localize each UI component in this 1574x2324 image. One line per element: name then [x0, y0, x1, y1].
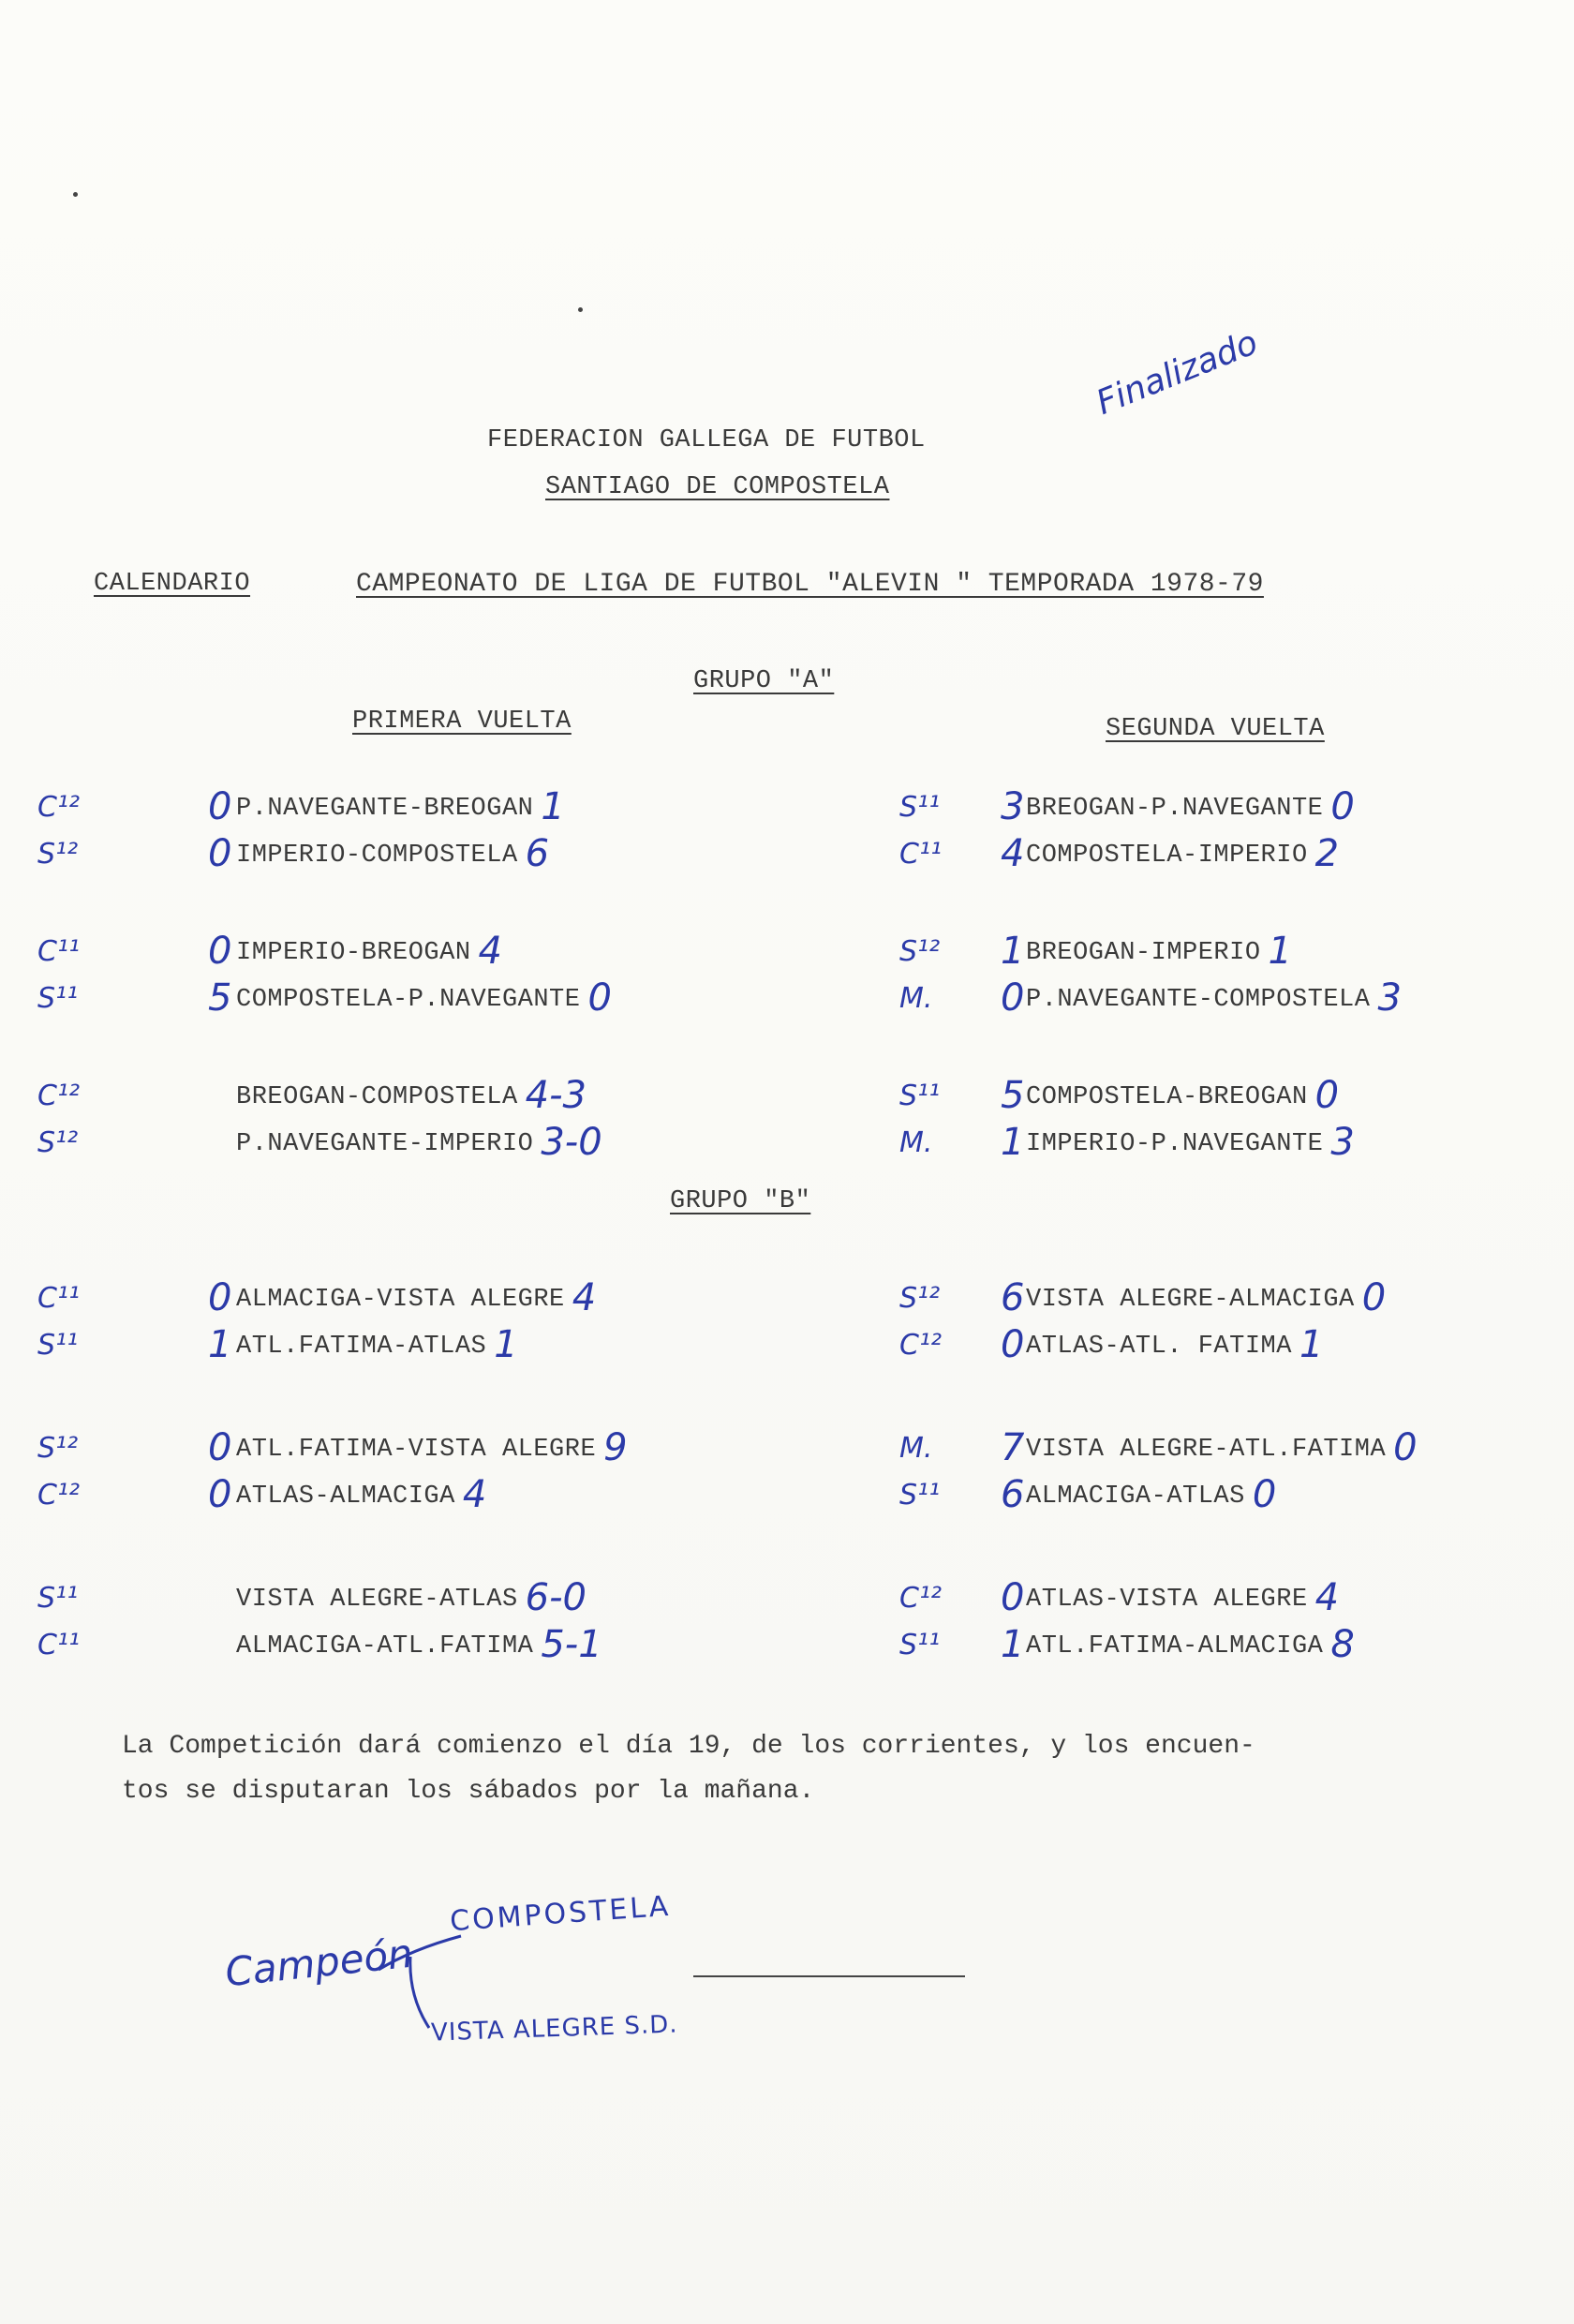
- left-fixture: VISTA ALEGRE-ATLAS: [236, 1586, 518, 1614]
- left-fixture: ATL.FATIMA-VISTA ALEGRE: [236, 1436, 597, 1464]
- left-score-a: 0: [208, 930, 232, 973]
- right-date-mark: C¹¹: [899, 838, 942, 871]
- city-name: SANTIAGO DE COMPOSTELA: [545, 473, 890, 501]
- right-date-mark: S¹¹: [899, 1080, 941, 1112]
- footer-line-2: tos se disputaran los sábados por la mañana.: [122, 1777, 815, 1806]
- right-score-a: 1: [1001, 930, 1025, 973]
- right-fixture: P.NAVEGANTE-COMPOSTELA: [1026, 986, 1371, 1014]
- right-score-b: 0: [1361, 1276, 1387, 1319]
- left-score-b: 4: [478, 930, 502, 973]
- left-fixture: COMPOSTELA-P.NAVEGANTE: [236, 986, 581, 1014]
- right-score-a: 6: [1001, 1276, 1025, 1319]
- right-date-mark: S¹²: [899, 1282, 941, 1315]
- left-score-a: 0: [208, 1426, 232, 1469]
- right-fixture: COMPOSTELA-IMPERIO: [1026, 842, 1308, 870]
- right-score-b: 0: [1393, 1426, 1418, 1469]
- finalizado-note: Finalizado: [1091, 323, 1264, 423]
- right-score-b: 3: [1330, 1121, 1355, 1164]
- championship-title: CAMPEONATO DE LIGA DE FUTBOL "ALEVIN " TEMPORADA 1978-79: [356, 570, 1264, 599]
- champion-compostela: COMPOSTELA: [449, 1889, 673, 1939]
- right-score-a: 7: [1001, 1426, 1025, 1469]
- right-score-a: 1: [1001, 1121, 1025, 1164]
- left-score-b: 1: [541, 785, 565, 828]
- grupo-b-title: GRUPO "B": [670, 1187, 811, 1215]
- right-fixture: ATL.FATIMA-ALMACIGA: [1026, 1632, 1324, 1661]
- left-score-b: 1: [494, 1323, 518, 1366]
- left-date-mark: S¹²: [37, 1126, 79, 1159]
- right-fixture: VISTA ALEGRE-ATL.FATIMA: [1026, 1436, 1387, 1464]
- campeon-bracket: [375, 1912, 468, 2034]
- left-date-mark: C¹¹: [37, 1629, 80, 1661]
- left-score-b: 6: [525, 832, 550, 875]
- left-date-mark: C¹²: [37, 791, 80, 824]
- right-score-b: 3: [1377, 976, 1402, 1020]
- right-date-mark: C¹²: [899, 1582, 942, 1615]
- left-score-a: 0: [208, 785, 232, 828]
- left-score-b: 4: [572, 1276, 597, 1319]
- left-fixture: ATL.FATIMA-ATLAS: [236, 1333, 487, 1361]
- left-date-mark: S¹²: [37, 838, 79, 871]
- speck: [73, 192, 78, 197]
- right-date-mark: M.: [899, 1432, 933, 1465]
- right-score-b: 1: [1268, 930, 1292, 973]
- right-score-b: 0: [1314, 1074, 1340, 1117]
- right-date-mark: S¹¹: [899, 1479, 941, 1512]
- left-score-a: 0: [208, 832, 232, 875]
- left-date-mark: C¹²: [37, 1080, 80, 1112]
- campeon-label: Campeón: [222, 1929, 415, 1996]
- right-date-mark: S¹¹: [899, 1629, 941, 1661]
- left-date-mark: S¹¹: [37, 1582, 79, 1615]
- left-score-b: 9: [603, 1426, 628, 1469]
- right-fixture: BREOGAN-P.NAVEGANTE: [1026, 795, 1324, 823]
- right-score-a: 6: [1001, 1473, 1025, 1516]
- left-fixture: ATLAS-ALMACIGA: [236, 1482, 455, 1511]
- right-fixture: COMPOSTELA-BREOGAN: [1026, 1083, 1308, 1111]
- left-score-b: 3-0: [541, 1121, 602, 1164]
- left-fixture: ALMACIGA-ATL.FATIMA: [236, 1632, 534, 1661]
- left-date-mark: C¹¹: [37, 1282, 80, 1315]
- calendario-label: CALENDARIO: [94, 570, 251, 598]
- right-score-b: 4: [1314, 1576, 1340, 1619]
- right-score-a: 0: [1001, 976, 1025, 1020]
- left-fixture: IMPERIO-COMPOSTELA: [236, 842, 518, 870]
- left-fixture: P.NAVEGANTE-IMPERIO: [236, 1130, 534, 1158]
- right-score-b: 2: [1314, 832, 1340, 875]
- left-date-mark: C¹²: [37, 1479, 80, 1512]
- right-fixture: ALMACIGA-ATLAS: [1026, 1482, 1245, 1511]
- signature-line: [693, 1975, 965, 1977]
- right-score-b: 1: [1299, 1323, 1324, 1366]
- left-score-b: 4: [462, 1473, 487, 1516]
- footer-line-1: La Competición dará comienzo el día 19, de los corrientes, y los encuen-: [122, 1732, 1255, 1761]
- grupo-a-title: GRUPO "A": [693, 667, 835, 695]
- right-date-mark: M.: [899, 982, 933, 1015]
- right-fixture: VISTA ALEGRE-ALMACIGA: [1026, 1286, 1355, 1314]
- right-fixture: IMPERIO-P.NAVEGANTE: [1026, 1130, 1324, 1158]
- left-score-b: 0: [587, 976, 612, 1020]
- left-date-mark: C¹¹: [37, 935, 80, 968]
- right-score-a: 5: [1001, 1074, 1025, 1117]
- right-score-a: 3: [1001, 785, 1025, 828]
- left-fixture: ALMACIGA-VISTA ALEGRE: [236, 1286, 565, 1314]
- right-score-b: 8: [1330, 1623, 1355, 1666]
- left-score-b: 4-3: [525, 1074, 587, 1117]
- champion-vista-alegre: VISTA ALEGRE S.D.: [430, 2010, 678, 2048]
- right-fixture: BREOGAN-IMPERIO: [1026, 939, 1261, 967]
- left-date-mark: S¹²: [37, 1432, 79, 1465]
- left-fixture: P.NAVEGANTE-BREOGAN: [236, 795, 534, 823]
- right-date-mark: S¹²: [899, 935, 941, 968]
- right-fixture: ATLAS-ATL. FATIMA: [1026, 1333, 1292, 1361]
- right-score-a: 1: [1001, 1623, 1025, 1666]
- left-score-a: 5: [208, 976, 232, 1020]
- right-date-mark: M.: [899, 1126, 933, 1159]
- left-fixture: BREOGAN-COMPOSTELA: [236, 1083, 518, 1111]
- left-score-a: 0: [208, 1473, 232, 1516]
- right-score-a: 0: [1001, 1323, 1025, 1366]
- left-score-a: 0: [208, 1276, 232, 1319]
- segunda-vuelta-label: SEGUNDA VUELTA: [1106, 715, 1325, 743]
- right-date-mark: S¹¹: [899, 791, 941, 824]
- right-score-b: 0: [1252, 1473, 1277, 1516]
- left-date-mark: S¹¹: [37, 982, 79, 1015]
- right-score-a: 4: [1001, 832, 1025, 875]
- primera-vuelta-label: PRIMERA VUELTA: [352, 708, 572, 736]
- right-date-mark: C¹²: [899, 1329, 942, 1362]
- left-date-mark: S¹¹: [37, 1329, 79, 1362]
- right-score-a: 0: [1001, 1576, 1025, 1619]
- left-score-a: 1: [208, 1323, 232, 1366]
- right-score-b: 0: [1330, 785, 1355, 828]
- left-fixture: IMPERIO-BREOGAN: [236, 939, 471, 967]
- speck: [578, 307, 583, 312]
- federation-name: FEDERACION GALLEGA DE FUTBOL: [487, 426, 926, 454]
- left-score-b: 5-1: [541, 1623, 602, 1666]
- right-fixture: ATLAS-VISTA ALEGRE: [1026, 1586, 1308, 1614]
- left-score-b: 6-0: [525, 1576, 587, 1619]
